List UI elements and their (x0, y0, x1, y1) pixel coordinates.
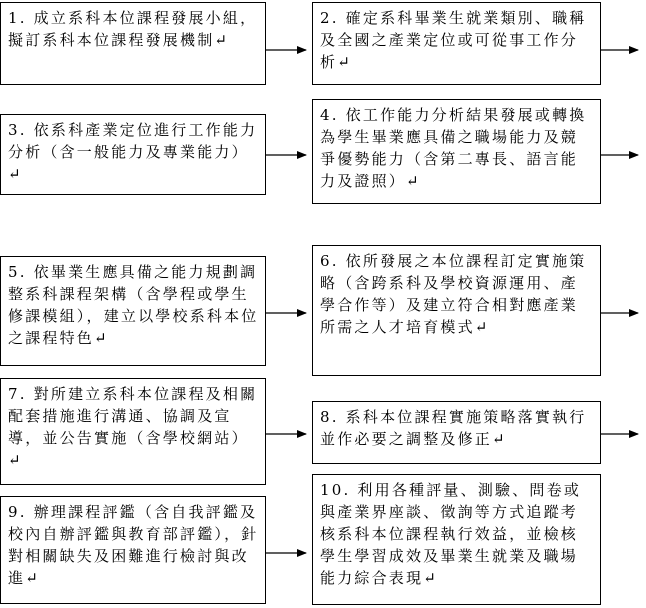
step-4-box (312, 99, 601, 204)
step-5-box (0, 256, 266, 366)
step-8-box (312, 401, 601, 464)
step-9-box (0, 496, 266, 604)
step-5-text: 5. 依畢業生應具備之能力規劃調整系科課程架構（含學程或學生修課模組），建立以學校系科本位之課程特色↵ (8, 263, 259, 347)
step-1-box (0, 2, 266, 85)
step-8-text: 8. 系科本位課程實施策略落實執行並作必要之調整及修正↵ (320, 408, 587, 448)
step-7-text: 7. 對所建立系科本位課程及相關配套措施進行溝通、協調及宣導，並公告實施（含學校網站）↵ (8, 385, 258, 469)
step-6-box (312, 245, 601, 376)
step-10-box (312, 474, 601, 605)
step-10-text: 10. 利用各種評量、測驗、問卷或與產業界座談、徵詢等方式追蹤考核系科本位課程執行效益，並檢核學生學習成效及畢業生就業及職場能力綜合表現↵ (320, 481, 582, 587)
step-7-box (0, 378, 266, 485)
step-2-text: 2. 確定系科畢業生就業類別、職稱及全國之產業定位或可從事工作分析↵ (320, 9, 587, 71)
step-1-text: 1. 成立系科本位課程發展小組，擬訂系科本位課程發展機制↵ (8, 9, 258, 49)
step-2-box (312, 2, 601, 85)
step-6-text: 6. 依所發展之本位課程訂定實施策略（含跨系科及學校資源運用、產學合作等）及建立符合相對應產業所需之人才培育模式↵ (320, 252, 587, 336)
step-9-text: 9. 辦理課程評鑑（含自我評鑑及校內自辦評鑑與教育部評鑑），針對相關缺失及困難進行檢討與改進↵ (8, 503, 259, 587)
step-4-text: 4. 依工作能力分析結果發展或轉換為學生畢業應具備之職場能力及競爭優勢能力（含第二專長、語言能力及證照）↵ (320, 106, 587, 190)
step-3-text: 3. 依系科產業定位進行工作能力分析（含一般能力及專業能力）↵ (8, 121, 258, 183)
step-3-box (0, 114, 266, 195)
